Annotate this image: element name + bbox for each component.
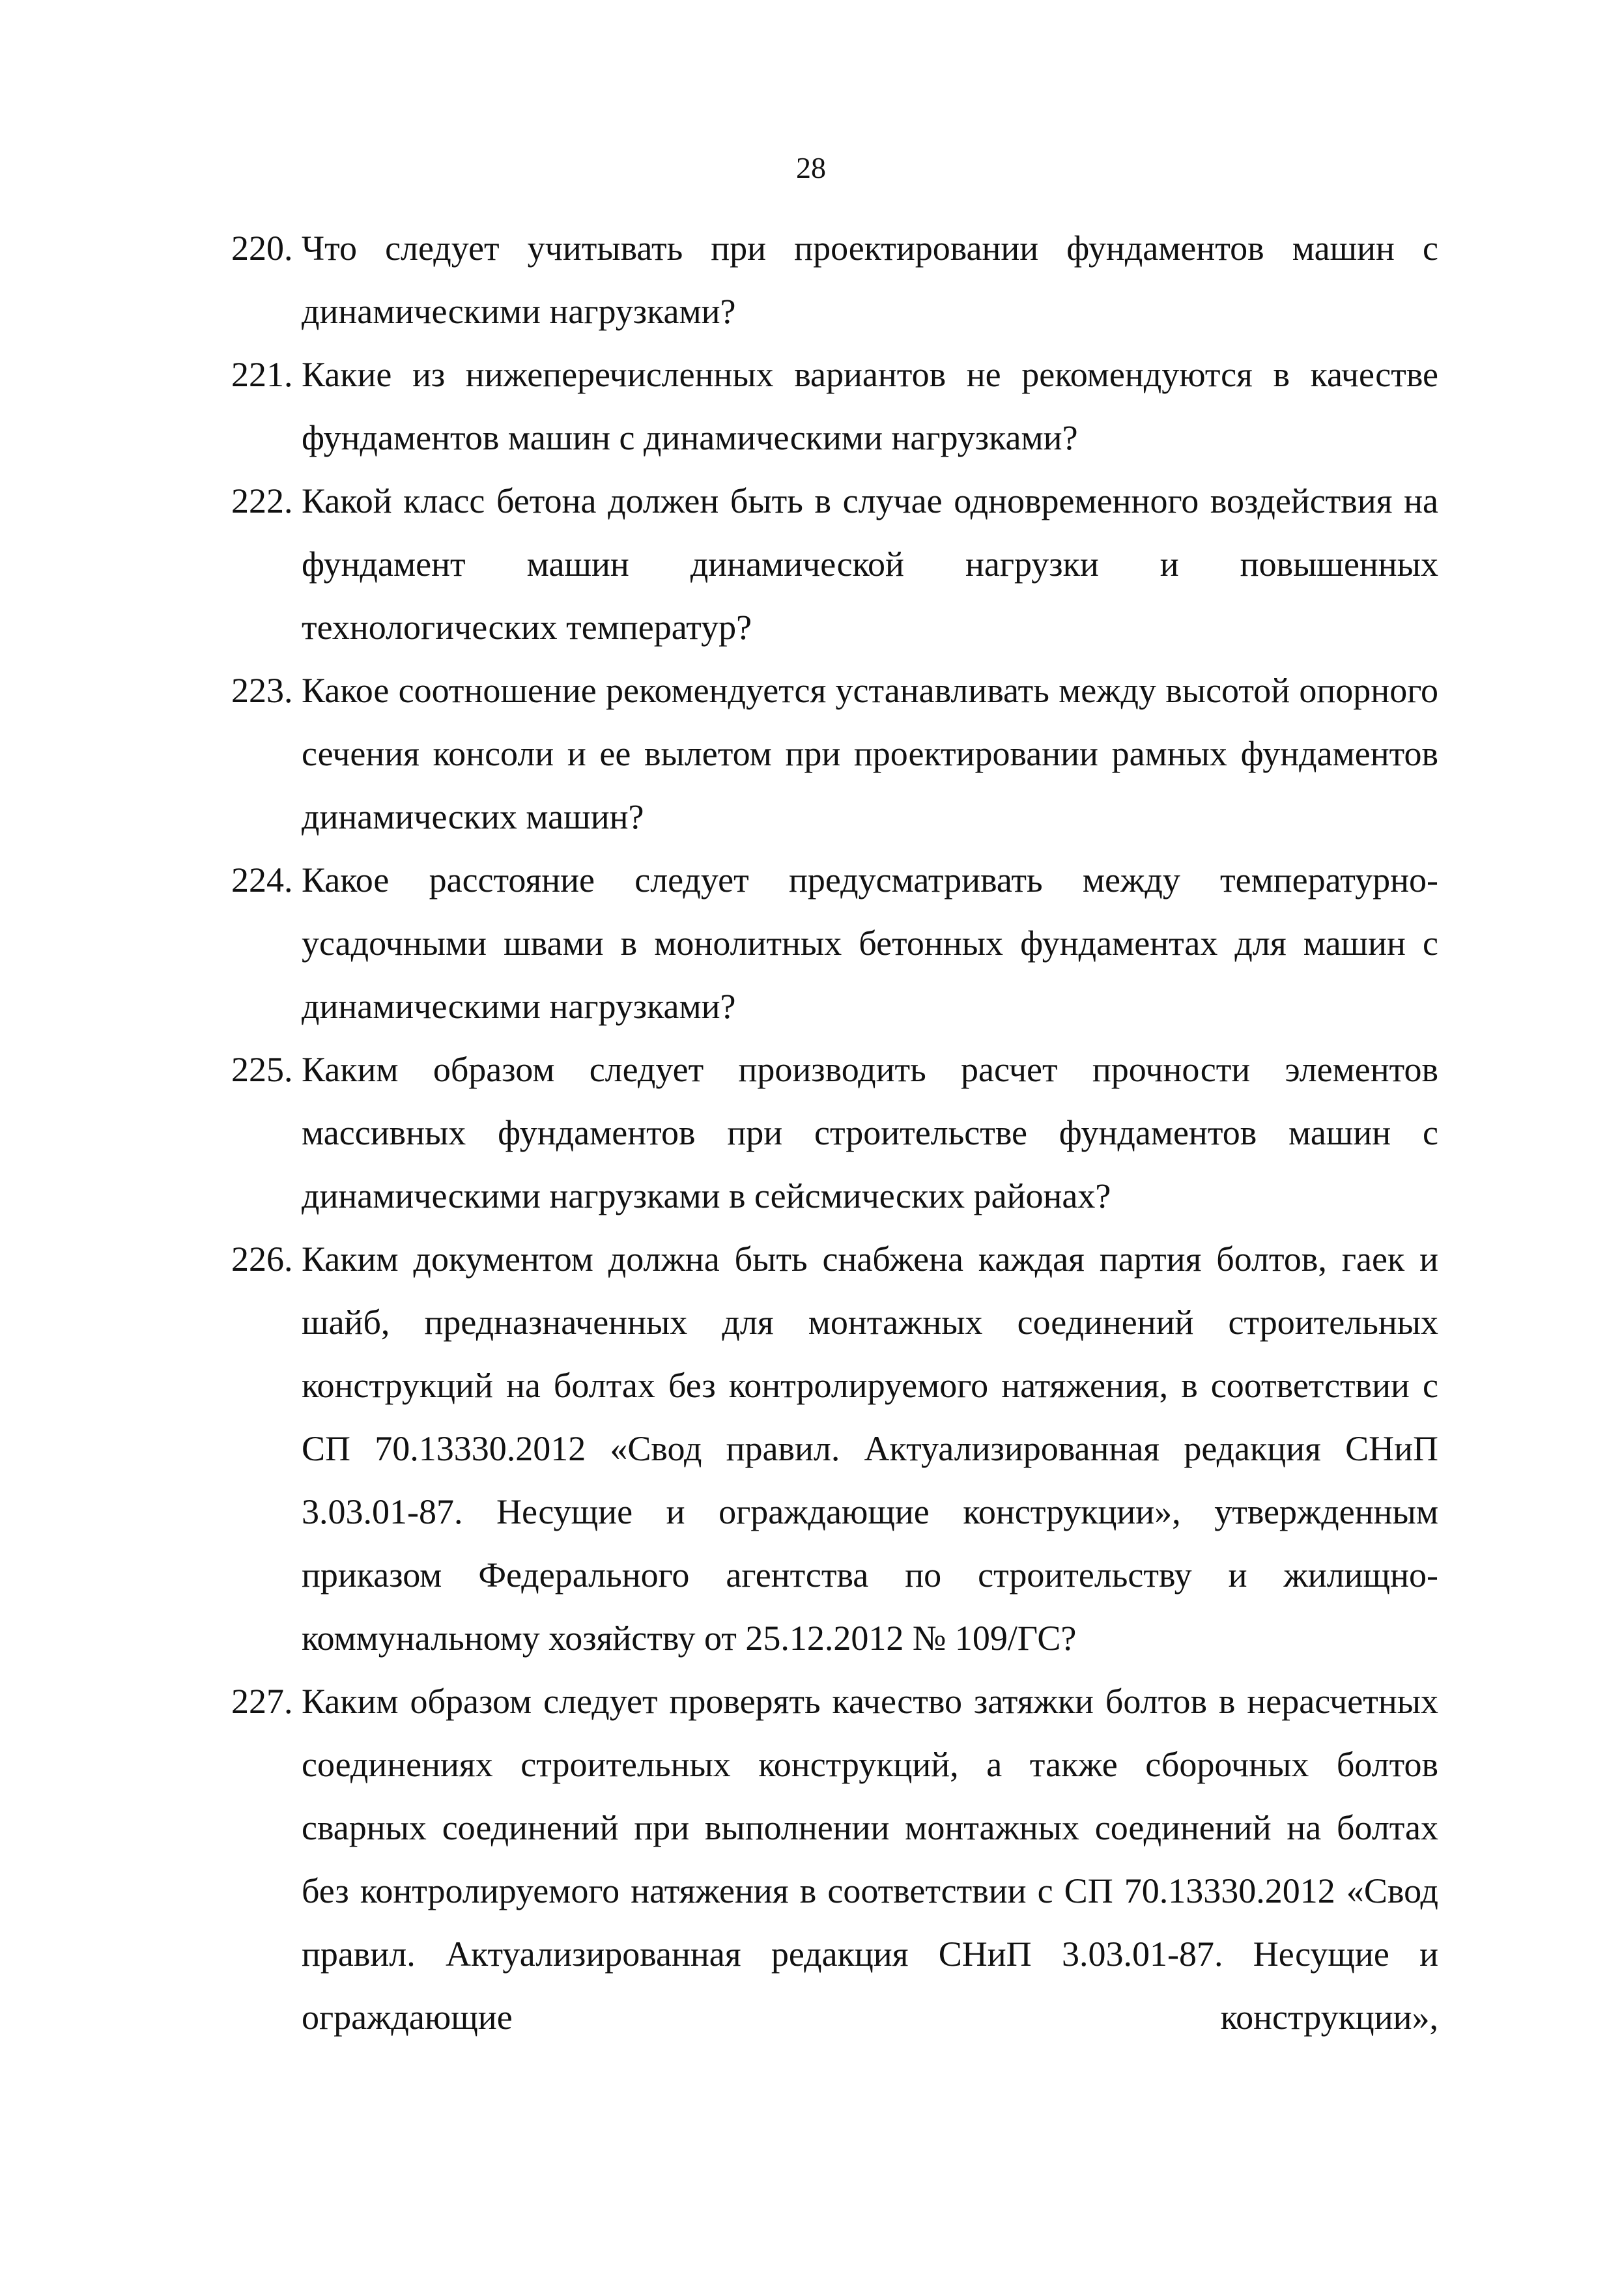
question-number: 220. (231, 229, 293, 268)
question-item (231, 659, 1438, 849)
page-number: 28 (796, 151, 826, 184)
question-text: Какой класс бетона должен быть в случае одновременного воздействия на фундамент машин динамической нагрузки и повышенных технологических температур? (302, 481, 1438, 647)
question-text: Какие из нижеперечисленных вариантов не рекомендуются в качестве фундаментов машин с динамическими нагрузками? (302, 355, 1438, 457)
question-text: Какое расстояние следует предусматривать между температурно-усадочными швами в монолитных бетонных фундаментах для машин с динамическими нагрузками? (302, 860, 1438, 1026)
question-item (231, 849, 1438, 1038)
question-number: 221. (231, 355, 293, 394)
question-item (231, 1670, 1438, 2049)
question-text: Что следует учитывать при проектировании фундаментов машин с динамическими нагрузками? (302, 229, 1438, 331)
question-list (231, 217, 1438, 2049)
question-text: Каким образом следует проверять качество затяжки болтов в нерасчетных соединениях строительных конструкций, а также сборочных болтов сварных соединений при выполнении монтажных соединений на болтах без контролируемого натяжения в соответствии с СП 70.13330.2012 «Свод правил. Актуализированная редакция СНиП 3.03.01-87. Несущие и ограждающие конструкции», (302, 1682, 1438, 2037)
question-item (231, 470, 1438, 659)
question-text: Каким образом следует производить расчет прочности элементов массивных фундаментов при строительстве фундаментов машин с динамическими нагрузками в сейсмических районах? (302, 1050, 1438, 1215)
question-number: 225. (231, 1050, 293, 1089)
question-text: Каким документом должна быть снабжена каждая партия болтов, гаек и шайб, предназначенных для монтажных соединений строительных конструкций на болтах без контролируемого натяжения, в соответствии с СП 70.13330.2012 «Свод правил. Актуализированная редакция СНиП 3.03.01-87. Несущие и ограждающие конструкции», утвержденным приказом Федерального агентства по строительству и жилищно-коммунальному хозяйству от 25.12.2012 № 109/ГС? (302, 1240, 1438, 1658)
question-number: 223. (231, 671, 293, 710)
question-item (231, 1038, 1438, 1228)
question-number: 222. (231, 481, 293, 520)
question-item (231, 343, 1438, 470)
question-item (231, 1228, 1438, 1670)
question-number: 227. (231, 1682, 293, 1721)
question-item (231, 217, 1438, 343)
question-text: Какое соотношение рекомендуется устанавливать между высотой опорного сечения консоли и ее вылетом при проектировании рамных фундаментов динамических машин? (302, 671, 1438, 836)
question-number: 226. (231, 1240, 293, 1279)
question-number: 224. (231, 860, 293, 900)
